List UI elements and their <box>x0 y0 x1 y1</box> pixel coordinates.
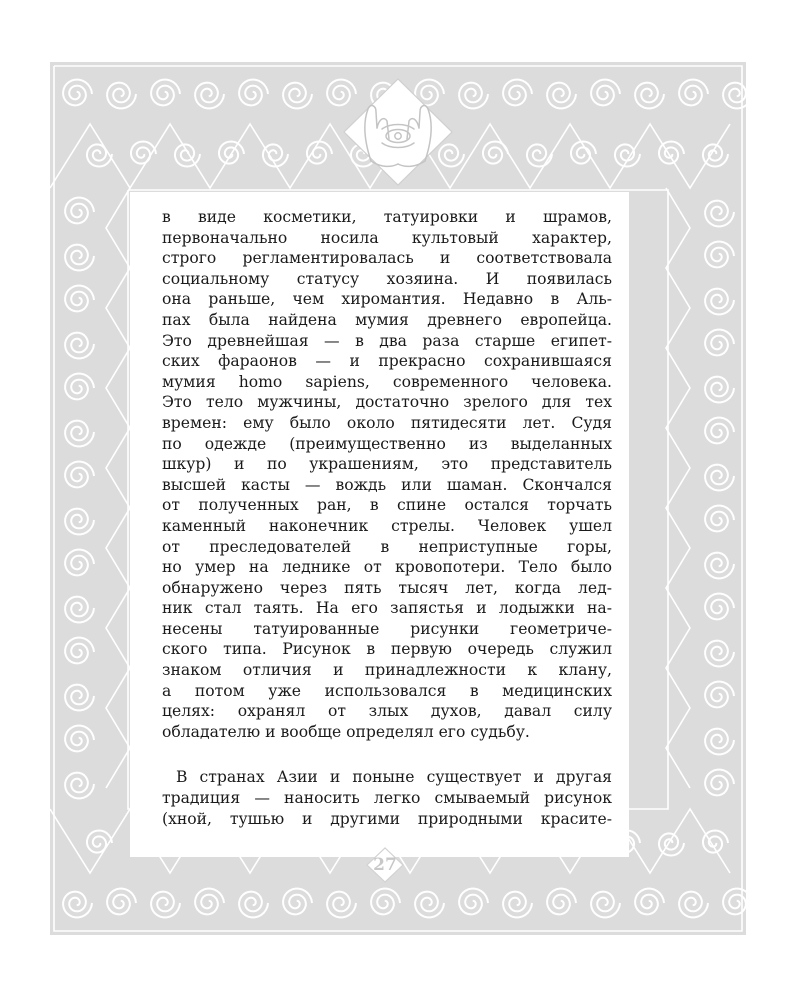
text-line: обнаружено через пять тысяч лет, когда лед- <box>162 578 612 597</box>
swirl-ornament <box>615 144 640 166</box>
swirl-ornament <box>705 682 734 708</box>
swirl-ornament <box>195 889 224 915</box>
swirl-ornament <box>65 421 94 447</box>
text-line: В странах Азии и поныне существует и другая <box>176 768 612 787</box>
swirl-ornament <box>705 330 734 356</box>
swirl-ornament <box>705 641 734 667</box>
text-line: традиция — наносить легко смываемый рисунок <box>162 789 612 808</box>
text-line: социальному статусу хозяина. И появилась <box>162 269 612 288</box>
zigzag-line <box>106 188 130 788</box>
swirl-ornament <box>459 889 488 915</box>
swirl-ornament <box>705 594 734 620</box>
swirl-ornament <box>283 889 312 915</box>
zigzag-line <box>666 188 690 788</box>
swirl-ornament <box>195 83 224 109</box>
text-line: в виде косметики, татуировки и шрамов, <box>162 208 612 226</box>
text-line: каменный наконечник стрелы. Человек ушел <box>162 516 612 535</box>
text-line: обладателю и вообще определял его судьбу. <box>162 722 530 741</box>
swirl-ornament <box>65 773 94 799</box>
swirl-ornament <box>87 831 112 853</box>
swirl-ornament <box>151 892 180 918</box>
swirl-ornament <box>705 729 734 755</box>
swirl-ornament <box>283 83 312 109</box>
text-line: но умер на леднике от кровопотери. Тело было <box>162 558 612 577</box>
text-line: мумия homo sapiens, современного человека. <box>162 372 612 391</box>
swirl-ornament <box>307 142 332 164</box>
swirl-ornament <box>87 144 112 166</box>
swirl-ornament <box>591 892 620 918</box>
swirl-ornament <box>65 509 94 535</box>
swirl-ornament <box>705 553 734 579</box>
swirl-ornament <box>705 201 734 227</box>
text-line: она раньше, чем хиромантия. Недавно в Аль- <box>162 290 612 309</box>
text-line: ник стал таять. На его запястья и лодыжки на- <box>162 599 612 618</box>
swirl-ornament <box>107 889 136 915</box>
swirl-ornament <box>65 333 94 359</box>
swirl-ornament <box>65 198 94 224</box>
text-line: от преследователей в неприступные горы, <box>162 537 612 556</box>
paragraph-1 <box>162 207 612 742</box>
swirl-ornament <box>327 80 356 106</box>
swirl-ornament <box>635 889 664 915</box>
swirl-ornament <box>705 377 734 403</box>
swirl-ornament <box>459 83 488 109</box>
swirl-ornament <box>65 726 94 752</box>
swirl-ornament <box>63 80 92 106</box>
swirl-ornament <box>65 597 94 623</box>
swirl-ornament <box>239 80 268 106</box>
swirl-ornament <box>705 242 734 268</box>
text-line: по одежде (преимущественно из выделанных <box>162 434 612 453</box>
swirl-ornament <box>483 142 508 164</box>
swirl-ornament <box>547 889 576 915</box>
swirl-ornament <box>175 144 200 166</box>
swirl-ornament <box>439 144 464 166</box>
swirl-ornament <box>679 80 708 106</box>
swirl-ornament <box>239 892 268 918</box>
swirl-ornament <box>503 892 532 918</box>
text-line: (хной, тушью и другими природными красите- <box>162 809 612 828</box>
swirl-ornament <box>705 770 734 796</box>
swirl-ornament <box>65 550 94 576</box>
paragraph-2 <box>162 767 612 829</box>
swirl-ornament <box>107 83 136 109</box>
swirl-ornament <box>547 83 576 109</box>
text-line: ского типа. Рисунок в первую очередь служил <box>162 640 612 659</box>
swirl-ornament <box>65 685 94 711</box>
text-line: шкур) и по украшениям, это представитель <box>162 455 612 474</box>
swirl-ornament <box>635 83 664 109</box>
swirl-ornament <box>705 289 734 315</box>
hands-eye-icon <box>344 79 452 185</box>
swirl-ornament <box>371 889 400 915</box>
swirl-ornament <box>65 245 94 271</box>
swirl-ornament <box>65 374 94 400</box>
swirl-ornament <box>527 144 552 166</box>
swirl-ornament <box>63 892 92 918</box>
swirl-ornament <box>263 144 288 166</box>
text-line: пах была найдена мумия древнего европейца. <box>162 310 612 329</box>
text-line: первоначально носила культовый характер, <box>162 228 612 247</box>
swirl-ornament <box>327 892 356 918</box>
text-line: знаком отличия и принадлежности к клану, <box>162 661 612 680</box>
paragraph-gap <box>162 742 612 767</box>
swirl-ornament <box>415 892 444 918</box>
text-line: строго регламентировалась и соответствовала <box>162 249 612 268</box>
swirl-ornament <box>591 80 620 106</box>
body-text <box>162 207 612 829</box>
page-number <box>361 846 409 884</box>
text-line: а потом уже использовался в медицинских <box>162 681 612 700</box>
swirl-ornament <box>65 286 94 312</box>
text-line: ских фараонов — и прекрасно сохранившаяся <box>162 352 612 371</box>
text-line: от полученных ран, в спине остался торчать <box>162 496 612 515</box>
swirl-ornament <box>503 80 532 106</box>
swirl-ornament <box>679 892 708 918</box>
swirl-ornament <box>65 638 94 664</box>
text-line: высшей касты — вождь или шаман. Скончался <box>162 475 612 494</box>
text-line: Это древнейшая — в два раза старше египет- <box>162 331 612 350</box>
text-line: несены татуированные рисунки геометриче- <box>162 619 612 638</box>
text-line: Это тело мужчины, достаточно зрелого для тех <box>162 393 612 412</box>
swirl-ornament <box>705 506 734 532</box>
text-line: времен: ему было около пятидесяти лет. Судя <box>162 413 612 432</box>
page-number-text: 27 <box>373 855 397 875</box>
swirl-ornament <box>65 462 94 488</box>
swirl-ornament <box>705 418 734 444</box>
swirl-ornament <box>151 80 180 106</box>
swirl-ornament <box>705 465 734 491</box>
text-line: целях: охранял от злых духов, давал силу <box>162 702 612 721</box>
